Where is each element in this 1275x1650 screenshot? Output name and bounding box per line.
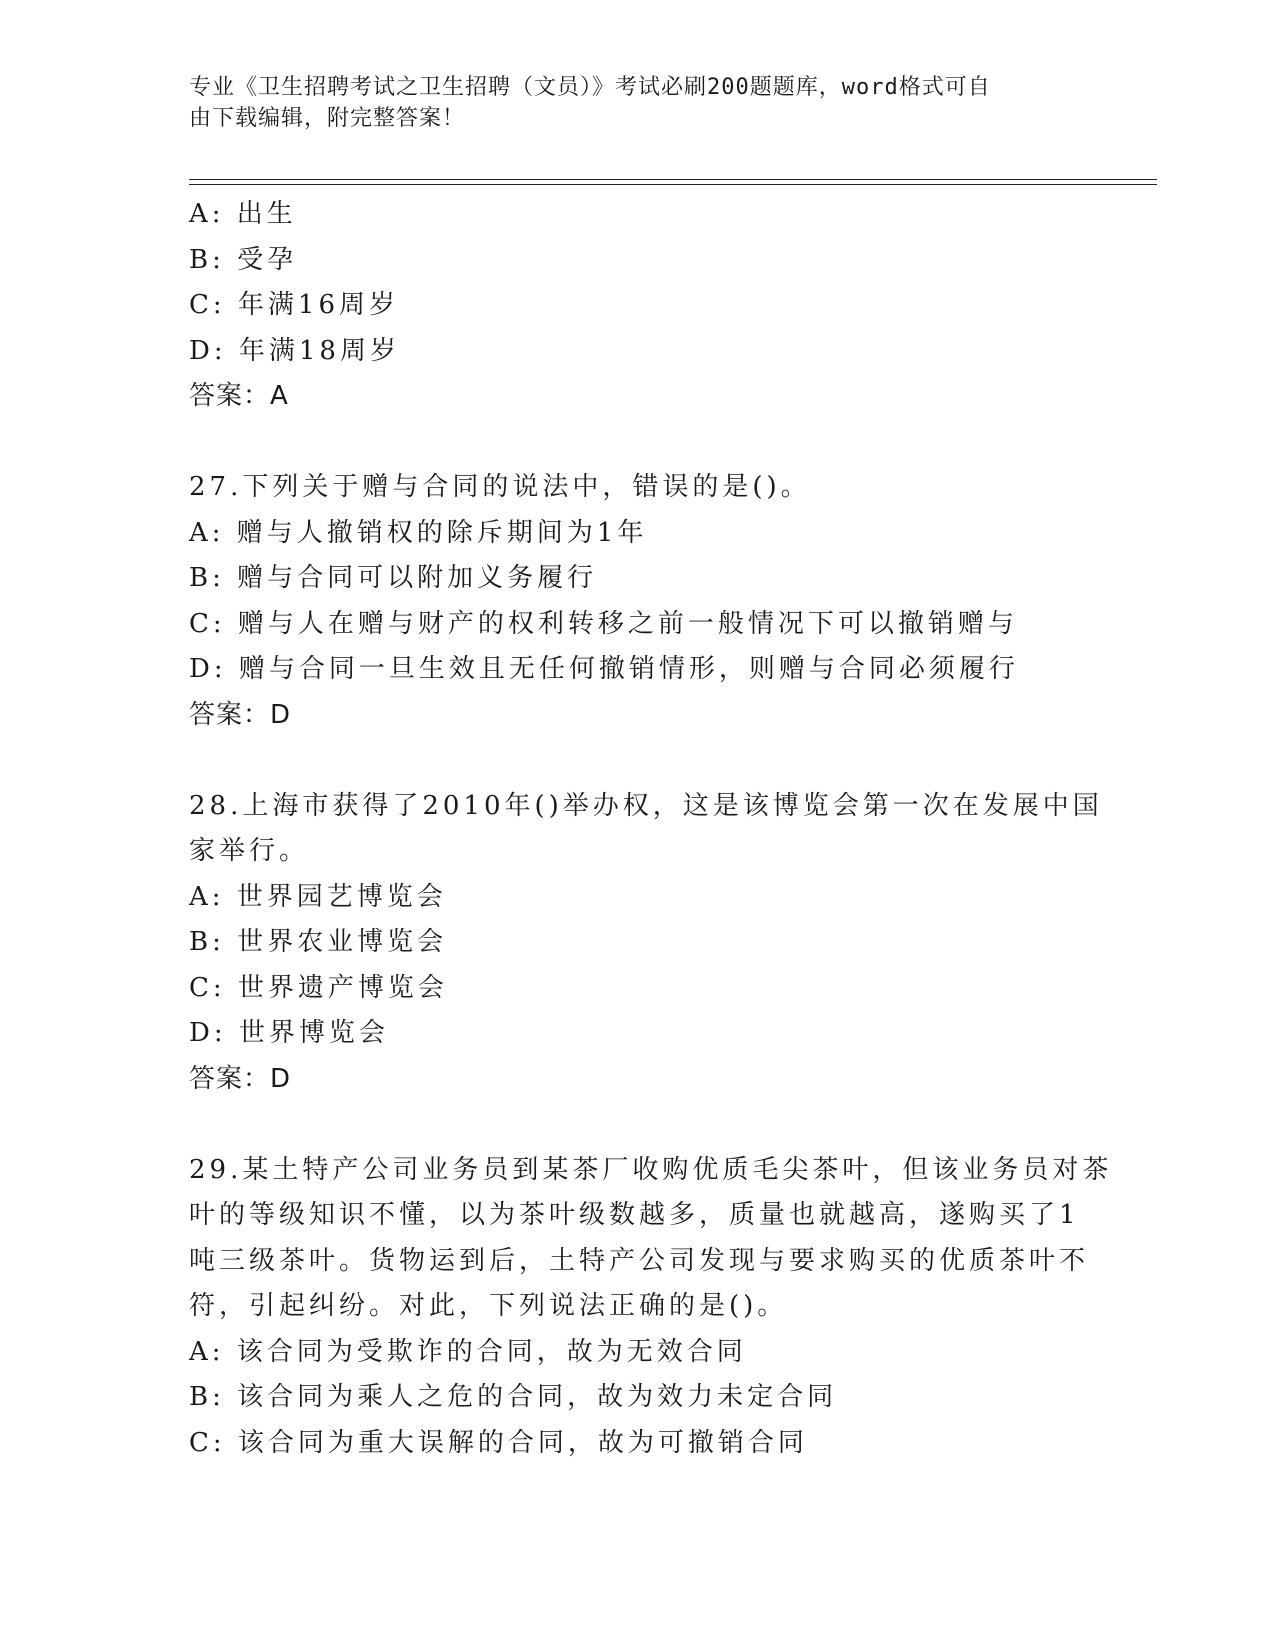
option-a: A: 该合同为受欺诈的合同，故为无效合同	[189, 1336, 747, 1367]
document-header	[189, 72, 1069, 134]
option-d: D: 赠与合同一旦生效且无任何撤销情形，则赠与合同必须履行	[189, 654, 1019, 684]
question-29	[189, 1148, 1113, 1467]
answer-line: 答案：A	[189, 381, 289, 411]
spacer	[189, 738, 1089, 784]
answer-line: 答案：D	[189, 699, 292, 730]
header-divider-top	[189, 179, 1157, 180]
option-c: C: 世界遗产博览会	[189, 972, 448, 1003]
header-line-2: 由下载编辑，附完整答案！	[189, 106, 466, 131]
option-c: C: 该合同为重大误解的合同，故为可撤销合同	[189, 1427, 808, 1458]
option-c: C: 赠与人在赠与财产的权利转移之前一般情况下可以撤销赠与	[189, 608, 1018, 639]
option-b: B: 该合同为乘人之危的合同，故为效力未定合同	[189, 1382, 838, 1412]
question-26	[189, 192, 1089, 420]
question-stem: 28.上海市获得了2010年()举办权，这是该博览会第一次在发展中国	[189, 790, 1103, 821]
option-b: B: 受孕	[189, 244, 298, 275]
option-a: A: 赠与人撤销权的除斥期间为1年	[189, 517, 648, 548]
question-stem: 叶的等级知识不懂，以为茶叶级数越多，质量也就越高，遂购买了1	[189, 1200, 1080, 1230]
question-stem: 29.某土特产公司业务员到某茶厂收购优质毛尖茶叶，但该业务员对茶	[189, 1154, 1113, 1185]
option-b: B: 赠与合同可以附加义务履行	[189, 563, 598, 593]
question-27	[189, 465, 1089, 738]
answer-line: 答案：D	[189, 1063, 292, 1094]
option-a: A: 世界园艺博览会	[189, 881, 447, 912]
option-d: D: 年满18周岁	[189, 335, 400, 366]
question-stem: 27.下列关于赠与合同的说法中，错误的是()。	[189, 472, 811, 502]
option-c: C: 年满16周岁	[189, 290, 400, 320]
option-a: A: 出生	[189, 199, 297, 229]
question-28	[189, 784, 1103, 1103]
question-stem: 家举行。	[189, 836, 310, 866]
question-list	[189, 192, 1113, 1466]
spacer	[189, 420, 1089, 466]
question-stem: 吨三级茶叶。货物运到后，土特产公司发现与要求购买的优质茶叶不	[189, 1245, 1090, 1276]
spacer	[189, 1102, 1089, 1148]
option-d: D: 世界博览会	[189, 1018, 389, 1048]
option-b: B: 世界农业博览会	[189, 927, 448, 957]
header-line-1: 专业《卫生招聘考试之卫生招聘（文员）》考试必刷200题题库，word格式可自	[189, 75, 991, 100]
question-stem: 符，引起纠纷。对此，下列说法正确的是()。	[189, 1291, 788, 1321]
header-divider-bottom	[189, 184, 1157, 185]
